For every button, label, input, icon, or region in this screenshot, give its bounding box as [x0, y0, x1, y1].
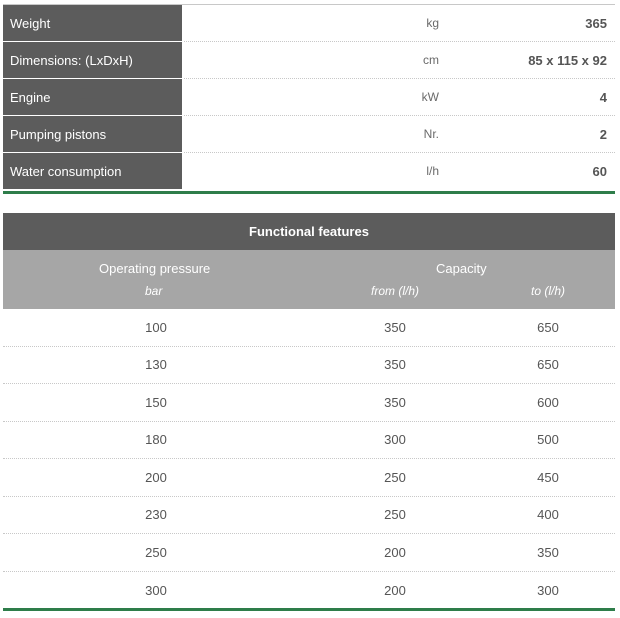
features-table: [3, 213, 615, 609]
pressure-cell: 150: [145, 394, 167, 410]
capacity-to-cell: 600: [537, 394, 559, 410]
capacity-to-cell: 450: [537, 469, 559, 485]
pressure-cell: 230: [145, 507, 167, 523]
spec-unit: kg: [426, 16, 439, 30]
capacity-to-cell: 500: [537, 432, 559, 448]
spec-row-weight: [3, 4, 615, 41]
spec-label: Engine: [3, 78, 183, 115]
features-header: [3, 250, 615, 309]
spec-value: 2: [599, 126, 607, 142]
pressure-cell: 200: [145, 469, 167, 485]
spec-label: Water consumption: [3, 152, 183, 189]
capacity-from-cell: 250: [384, 469, 406, 485]
spec-table-bottom-rule: [3, 191, 615, 194]
spec-value: 60: [592, 163, 607, 179]
pressure-cell: 300: [145, 582, 167, 598]
spec-label: Weight: [3, 5, 183, 41]
table-row: [3, 347, 615, 385]
pressure-cell: 130: [145, 357, 167, 373]
pressure-cell: 180: [145, 432, 167, 448]
table-row: [3, 422, 615, 460]
spec-row-pumping-pistons: [3, 115, 615, 152]
spec-value: 85 x 115 x 92: [528, 52, 607, 68]
capacity-from-cell: 200: [384, 582, 406, 598]
capacity-to-cell: 650: [537, 357, 559, 373]
bar-subheader: bar: [145, 284, 163, 298]
spec-unit: l/h: [426, 164, 439, 178]
table-row: [3, 384, 615, 422]
spec-table: [3, 4, 615, 189]
capacity-to-cell: 300: [537, 582, 559, 598]
capacity-to-cell: 400: [537, 507, 559, 523]
to-subheader: to (l/h): [531, 284, 566, 298]
capacity-header: Capacity: [436, 261, 487, 276]
capacity-from-cell: 250: [384, 507, 406, 523]
spec-unit: Nr.: [423, 127, 439, 141]
spec-row-dimensions: [3, 41, 615, 78]
spec-unit: cm: [423, 53, 439, 67]
spec-value: 365: [585, 15, 607, 31]
pressure-cell: 250: [145, 544, 167, 560]
capacity-from-cell: 300: [384, 432, 406, 448]
spec-value: 4: [599, 89, 607, 105]
spec-row-water-consumption: [3, 152, 615, 189]
table-row: [3, 459, 615, 497]
pressure-cell: 100: [145, 319, 167, 335]
capacity-to-cell: 650: [537, 319, 559, 335]
capacity-from-cell: 200: [384, 544, 406, 560]
features-title: Functional features: [3, 213, 615, 250]
spec-row-engine: [3, 78, 615, 115]
table-row: [3, 309, 615, 347]
spec-unit: kW: [421, 90, 439, 104]
table-row: [3, 497, 615, 535]
spec-label: Pumping pistons: [3, 115, 183, 152]
capacity-from-cell: 350: [384, 357, 406, 373]
table-row: [3, 534, 615, 572]
spec-label: Dimensions: (LxDxH): [3, 41, 183, 78]
table-row: [3, 572, 615, 610]
capacity-from-cell: 350: [384, 394, 406, 410]
features-table-bottom-rule: [3, 608, 615, 611]
from-subheader: from (l/h): [371, 284, 419, 298]
capacity-from-cell: 350: [384, 319, 406, 335]
operating-pressure-header: Operating pressure: [99, 261, 211, 276]
capacity-to-cell: 350: [537, 544, 559, 560]
